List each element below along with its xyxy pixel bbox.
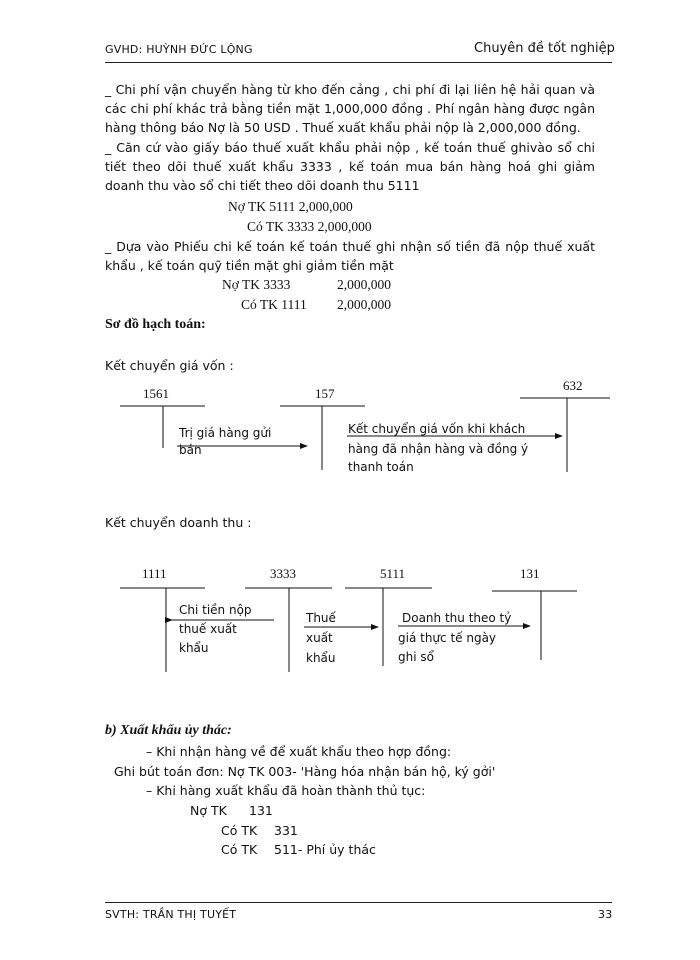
footer-rule — [105, 902, 612, 903]
d1-label2-line2: hàng đã nhận hàng và đồng ý — [348, 442, 529, 456]
section-b-line2: Ghi bút toán đơn: Nợ TK 003- 'Hàng hóa nhận bán hộ, ký gởi' — [114, 764, 496, 779]
account-5111-label: 5111 — [380, 566, 406, 581]
paragraph-payment-voucher: _ Dựa vào Phiếu chi kế toán kế toán thuế ghi nhận số tiền đã nộp thuế xuất khẩu , kế toán quỹ tiền mặt ghi giảm tiền mặt — [105, 239, 595, 273]
section-b-credit2-value: 511- Phí ủy thác — [274, 842, 376, 857]
header-title: Chuyên đề tốt nghiệp — [474, 41, 615, 56]
d2-label3-line1: Doanh thu theo tỷ — [402, 611, 512, 625]
section-title: Sơ đồ hạch toán: — [105, 317, 206, 332]
d1-label2-line1: Kết chuyển giá vốn khi khách — [348, 422, 526, 436]
d2-label2-line1: Thuế — [306, 611, 336, 625]
section-b-credit1-value: 331 — [274, 823, 298, 838]
d2-label3-line3: ghi sổ — [398, 650, 434, 664]
d1-label2-line3: thanh toán — [348, 460, 414, 474]
paragraph-expenses: _ Chi phí vận chuyển hàng từ kho đến cảng , chi phí đi lại liên hệ hải quan và các chi phí khác trả bằng tiền mặt 1,000,000 đồng . Phí ngân hàng được ngân hàng thông báo Nợ là 50 USD . Thuế xuất khẩu phải nộp là 2,000,000 đồng. — [105, 82, 595, 135]
entry2-credit-label: Có TK 1111 — [241, 297, 307, 312]
d2-label1-line3: khẩu — [179, 641, 209, 655]
diagram2-caption: Kết chuyển doanh thu : — [105, 515, 252, 530]
account-1111-label: 1111 — [142, 566, 167, 581]
entry2-credit-amount: 2,000,000 — [337, 297, 391, 312]
account-157-label: 157 — [315, 386, 335, 401]
d2-label3-line2: giá thực tế ngày — [398, 631, 497, 645]
account-3333-label: 3333 — [270, 566, 296, 581]
footer-student: SVTH: TRẦN THỊ TUYẾT — [105, 908, 237, 921]
section-b-title: b) Xuất khẩu ủy thác: — [105, 723, 232, 738]
section-b-credit2-label: Có TK — [221, 842, 258, 857]
d1-label1-line2: bán — [179, 443, 202, 457]
d1-label1-line1: Trị giá hàng gửi — [179, 426, 272, 440]
account-131-label: 131 — [520, 566, 540, 581]
d2-label2-line3: khẩu — [306, 651, 336, 665]
entry1-credit: Có TK 3333 2,000,000 — [247, 219, 372, 234]
d2-label2-line2: xuất — [306, 631, 333, 645]
account-1561-label: 1561 — [143, 386, 169, 401]
account-632-label: 632 — [563, 378, 583, 393]
footer-page-number: 33 — [598, 908, 613, 921]
section-b-debit-value: 131 — [249, 803, 273, 818]
entry2-debit-amount: 2,000,000 — [337, 277, 391, 292]
d2-label1-line1: Chi tiền nộp — [179, 603, 252, 617]
d2-label1-line2: thuế xuất — [179, 622, 237, 636]
header-advisor: GVHD: HUỲNH ĐỨC LỘNG — [105, 43, 253, 56]
paragraph-tax-notice: _ Căn cứ vào giấy báo thuế xuất khẩu phải nộp , kế toán thuế ghivào sổ chi tiết theo dõi thuế xuất khẩu 3333 , kế toán mua bán hàng hoá ghi giảm doanh thu vào sổ chi tiết theo dõi doanh thu 5111 — [105, 140, 595, 193]
entry2-debit-label: Nợ TK 3333 — [222, 277, 291, 292]
entry1-debit: Nợ TK 5111 2,000,000 — [228, 199, 353, 214]
section-b-line3: – Khi hàng xuất khẩu đã hoàn thành thủ tục: — [146, 783, 426, 798]
diagram1-caption: Kết chuyển giá vốn : — [105, 358, 234, 373]
section-b-credit1-label: Có TK — [221, 823, 258, 838]
section-b-line1: – Khi nhận hàng về để xuất khẩu theo hợp đồng: — [146, 744, 452, 759]
section-b-debit-label: Nợ TK — [190, 803, 227, 818]
t-account-632 — [520, 398, 610, 472]
